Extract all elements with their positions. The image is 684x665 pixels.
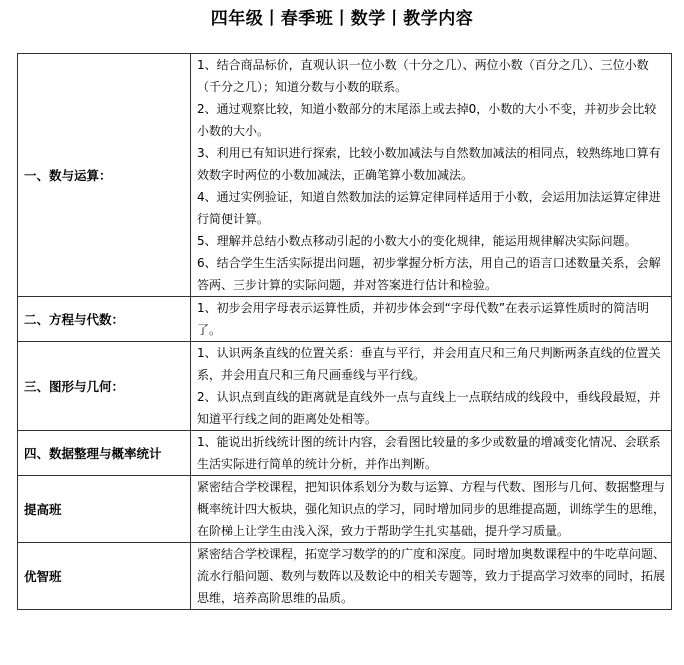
content-item: 3、利用已有知识进行探索，比较小数加减法与自然数加减法的相同点，较熟练地口算有效数字时两位的小数加减法，正确笔算小数加减法。 (197, 146, 661, 182)
row-heading: 优智班 (18, 543, 191, 610)
row-heading: 四、数据整理与概率统计 (18, 431, 191, 476)
table-row-statistics (18, 431, 672, 476)
row-heading: 三、图形与几何： (18, 342, 191, 431)
content-item: 2、认识点到直线的距离就是直线外一点与直线上一点联结成的线段中，垂线段最短，并知道平行线之间的距离处处相等。 (197, 390, 661, 426)
row-content (191, 476, 672, 543)
content-item: 紧密结合学校课程，拓宽学习数学的的广度和深度。同时增加奥数课程中的牛吃草问题、流水行船问题、数列与数阵以及数论中的相关专题等，致力于提高学习效率的同时，拓展思维，培养高阶思维的品质。 (197, 547, 666, 605)
row-heading: 二、方程与代数： (18, 297, 191, 342)
content-item: 1、能说出折线统计图的统计内容，会看图比较量的多少或数量的增减变化情况、会联系生活实际进行简单的统计分析，并作出判断。 (197, 435, 661, 471)
table-row-elite-class (18, 543, 672, 610)
table-row-equations-algebra (18, 297, 672, 342)
row-content (191, 297, 672, 342)
table-row-advanced-class (18, 476, 672, 543)
row-content (191, 543, 672, 610)
row-content (191, 342, 672, 431)
row-heading: 一、数与运算： (18, 54, 191, 297)
content-item: 2、通过观察比较，知道小数部分的末尾添上或去掉0，小数的大小不变，并初步会比较小数的大小。 (197, 102, 657, 138)
content-item: 4、通过实例验证，知道自然数加法的运算定律同样适用于小数，会运用加法运算定律进行简便计算。 (197, 190, 661, 226)
row-content (191, 431, 672, 476)
content-item: 1、初步会用字母表示运算性质，并初步体会到“字母代数”在表示运算性质时的简洁明了。 (197, 301, 650, 337)
table-row-number-operations (18, 54, 672, 297)
content-item: 6、结合学生生活实际提出问题，初步掌握分析方法，用自己的语言口述数量关系，会解答两、三步计算的实际问题，并对答案进行估计和检验。 (197, 256, 661, 292)
row-heading: 提高班 (18, 476, 191, 543)
content-item: 紧密结合学校课程，把知识体系划分为数与运算、方程与代数、图形与几何、数据整理与概率统计四大板块，强化知识点的学习，同时增加同步的思维提高题，训练学生的思维，在阶梯上让学生由浅入深，致力于帮助学生扎实基础，提升学习质量。 (197, 480, 666, 538)
content-item: 5、理解并总结小数点移动引起的小数大小的变化规律，能运用规律解决实际问题。 (197, 234, 637, 248)
content-item: 1、结合商品标价，直观认识一位小数（十分之几）、两位小数（百分之几）、三位小数（千分之几）；知道分数与小数的联系。 (197, 58, 649, 94)
table-row-geometry (18, 342, 672, 431)
content-item: 1、认识两条直线的位置关系：垂直与平行，并会用直尺和三角尺判断两条直线的位置关系，并会用直尺和三角尺画垂线与平行线。 (197, 346, 661, 382)
curriculum-table (17, 53, 672, 610)
document-title: 四年级丨春季班丨数学丨教学内容 (210, 9, 474, 29)
row-content (191, 54, 672, 297)
